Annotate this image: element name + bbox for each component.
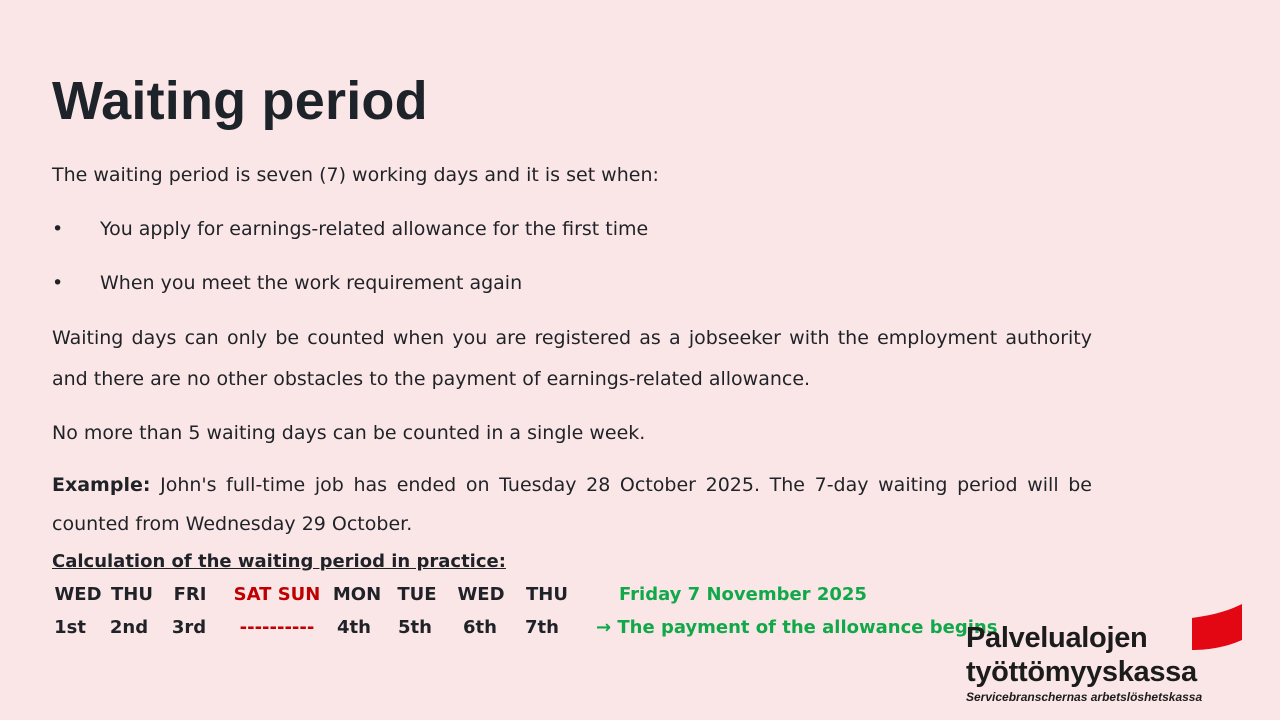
flag-icon bbox=[1190, 604, 1244, 650]
example-label: Example: bbox=[52, 474, 151, 496]
weekend-dashes: ---------- bbox=[239, 617, 315, 638]
page-title: Waiting period bbox=[52, 71, 428, 131]
result-text: The payment of the allowance begins bbox=[617, 617, 998, 638]
day-label: WED bbox=[54, 584, 102, 605]
registration-paragraph: Waiting days can only be counted when you are registered as a jobseeker with the employment authority and there are no other obstacles to the payment of earnings-related allowance. bbox=[52, 327, 1092, 390]
logo-name-line1: Palvelualojen bbox=[966, 622, 1148, 654]
bullet-work-requirement: When you meet the work requirement again bbox=[100, 272, 523, 294]
day-count: 6th bbox=[463, 617, 497, 638]
logo-name-line2: työttömyyskassa bbox=[966, 656, 1197, 688]
weekend-label: SAT SUN bbox=[233, 584, 321, 605]
result-line bbox=[596, 617, 997, 638]
day-label: FRI bbox=[173, 584, 207, 605]
logo-tagline: Servicebranschernas arbetslöshetskassa bbox=[966, 690, 1203, 704]
day-label: WED bbox=[457, 584, 505, 605]
day-label: THU bbox=[526, 584, 568, 605]
day-label: THU bbox=[111, 584, 153, 605]
bullet-marker: • bbox=[52, 218, 64, 240]
day-count: 4th bbox=[337, 617, 371, 638]
day-count: 1st bbox=[54, 617, 86, 638]
arrow-right-icon: → bbox=[596, 617, 612, 638]
calculation-heading: Calculation of the waiting period in practice: bbox=[52, 551, 506, 572]
intro-text: The waiting period is seven (7) working days and it is set when: bbox=[52, 164, 659, 186]
example-text: John's full-time job has ended on Tuesday 28 October 2025. The 7-day waiting period will be counted from Wednesday 29 October. bbox=[52, 474, 1092, 535]
logo bbox=[964, 604, 1254, 714]
day-label: TUE bbox=[397, 584, 437, 605]
result-date: Friday 7 November 2025 bbox=[619, 584, 867, 605]
bullet-marker: • bbox=[52, 272, 64, 294]
bullet-first-time: You apply for earnings-related allowance for the first time bbox=[100, 218, 649, 240]
example-paragraph bbox=[52, 466, 1092, 544]
day-label: MON bbox=[332, 584, 382, 605]
day-count: 2nd bbox=[109, 617, 149, 638]
day-count: 7th bbox=[525, 617, 559, 638]
day-count: 5th bbox=[398, 617, 432, 638]
week-limit-paragraph: No more than 5 waiting days can be counted in a single week. bbox=[52, 422, 646, 444]
day-count: 3rd bbox=[171, 617, 207, 638]
